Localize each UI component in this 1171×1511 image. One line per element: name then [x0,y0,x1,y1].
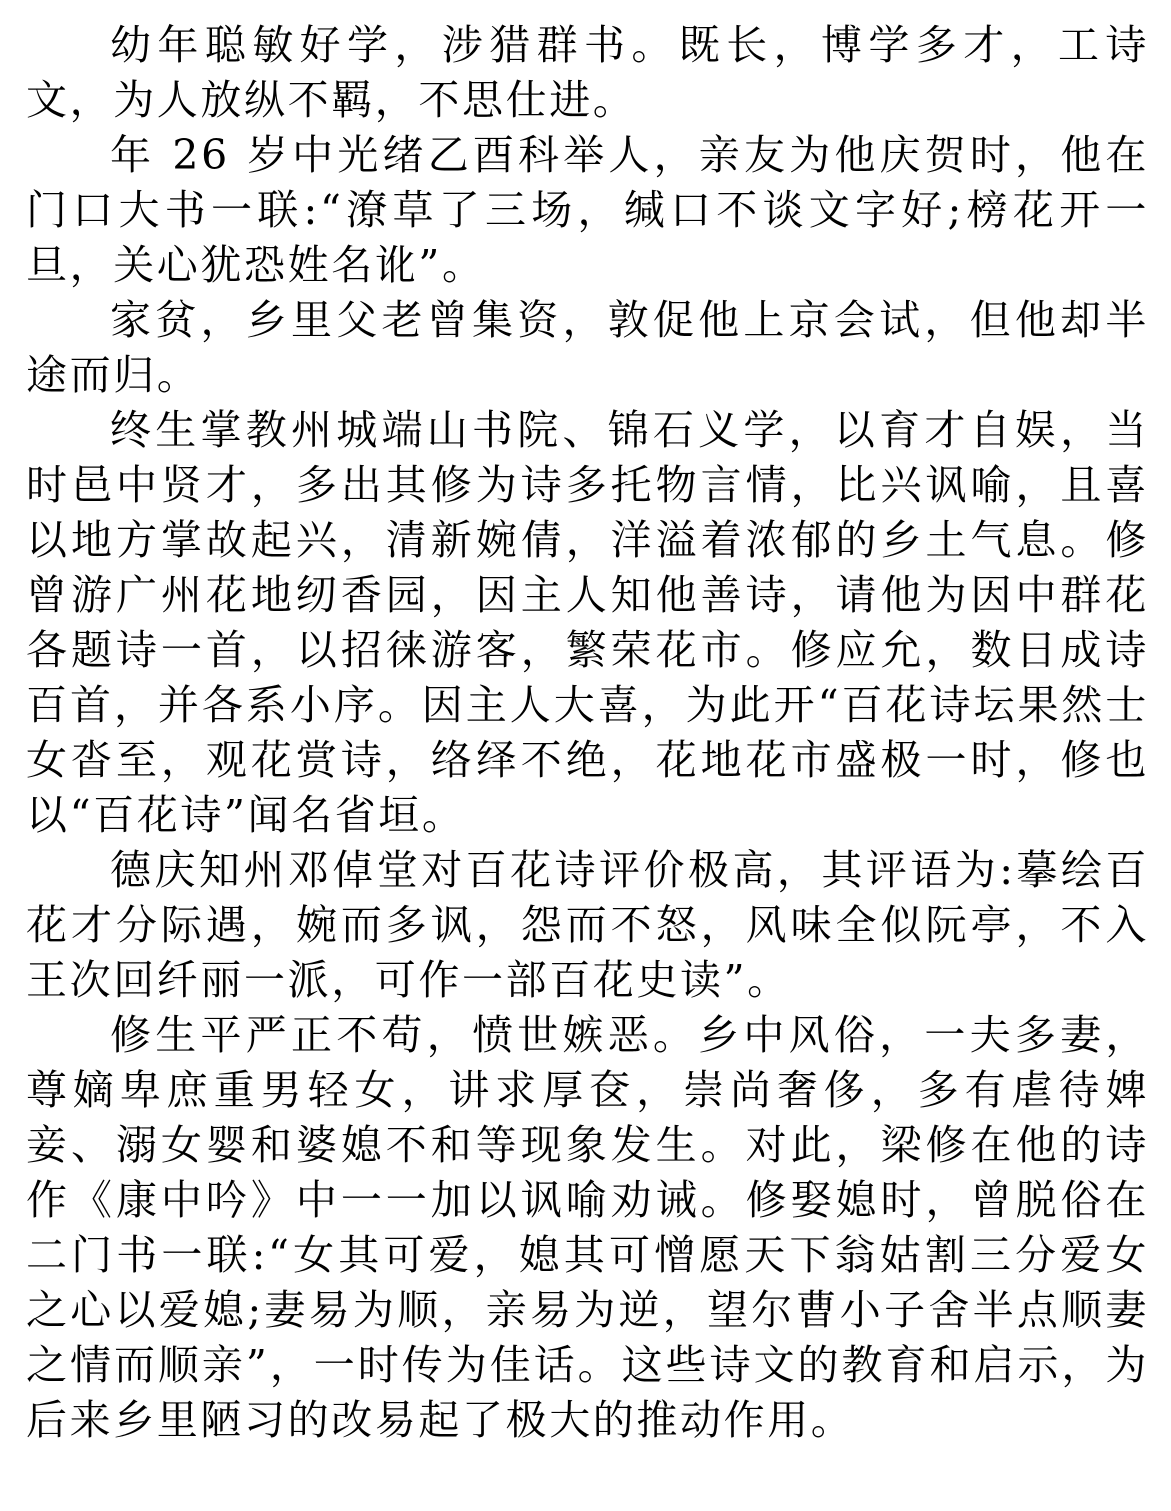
paragraph-critique: 德庆知州邓倬堂对百花诗评价极高，其评语为:摹绘百花才分际遇，婉而多讽，怨而不怒，风味全似阮亭，不入王次回纤丽一派，可作一部百花史读”。 [26,846,1149,1004]
paragraph-teaching-poetry: 终生掌教州城端山书院、锦石义学，以育才自娱，当时邑中贤才，多出其修为诗多托物言情，比兴讽喻，且喜以地方掌故起兴，清新婉倩，洋溢着浓郁的乡土气息。修曾游广州花地纫香园，因主人知他善诗，请他为因中群花各题诗一首，以招徕游客，繁荣花市。修应允，数日成诗百首，并各系小序。因主人大喜，为此开“百花诗坛果然士女沓至，观花赏诗，络绎不绝，花地花市盛极一时，修也以“百花诗”闻名省垣。 [26,406,1149,839]
paragraph-exam-return: 家贫，乡里父老曾集资，敦促他上京会试，但他却半途而归。 [26,296,1149,399]
paragraph-juren-couplet: 年 26 岁中光绪乙酉科举人，亲友为他庆贺时，他在门口大书一联:“潦草了三场，缄口不谈文字好;榜花开一旦，关心犹恐姓名讹”。 [26,131,1149,289]
paragraph-customs-reform: 修生平严正不苟，愤世嫉恶。乡中风俗，一夫多妻，尊嫡卑庶重男轻女，讲求厚奁，崇尚奢侈，多有虐待婢妾、溺女婴和婆媳不和等现象发生。对此，梁修在他的诗作《康中吟》中一一加以讽喻劝诫。修娶媳时，曾脱俗在二门书一联:“女其可爱，媳其可憎愿天下翁姑割三分爱女之心以爱媳;妻易为顺，亲易为逆，望尔曹小子舍半点顺妻之情而顺亲”，一时传为佳话。这些诗文的教育和启示，为后来乡里陋习的改易起了极大的推动作用。 [26,1011,1149,1444]
paragraph-early-life: 幼年聪敏好学，涉猎群书。既长，博学多才，工诗文，为人放纵不羁，不思仕进。 [26,21,1149,124]
